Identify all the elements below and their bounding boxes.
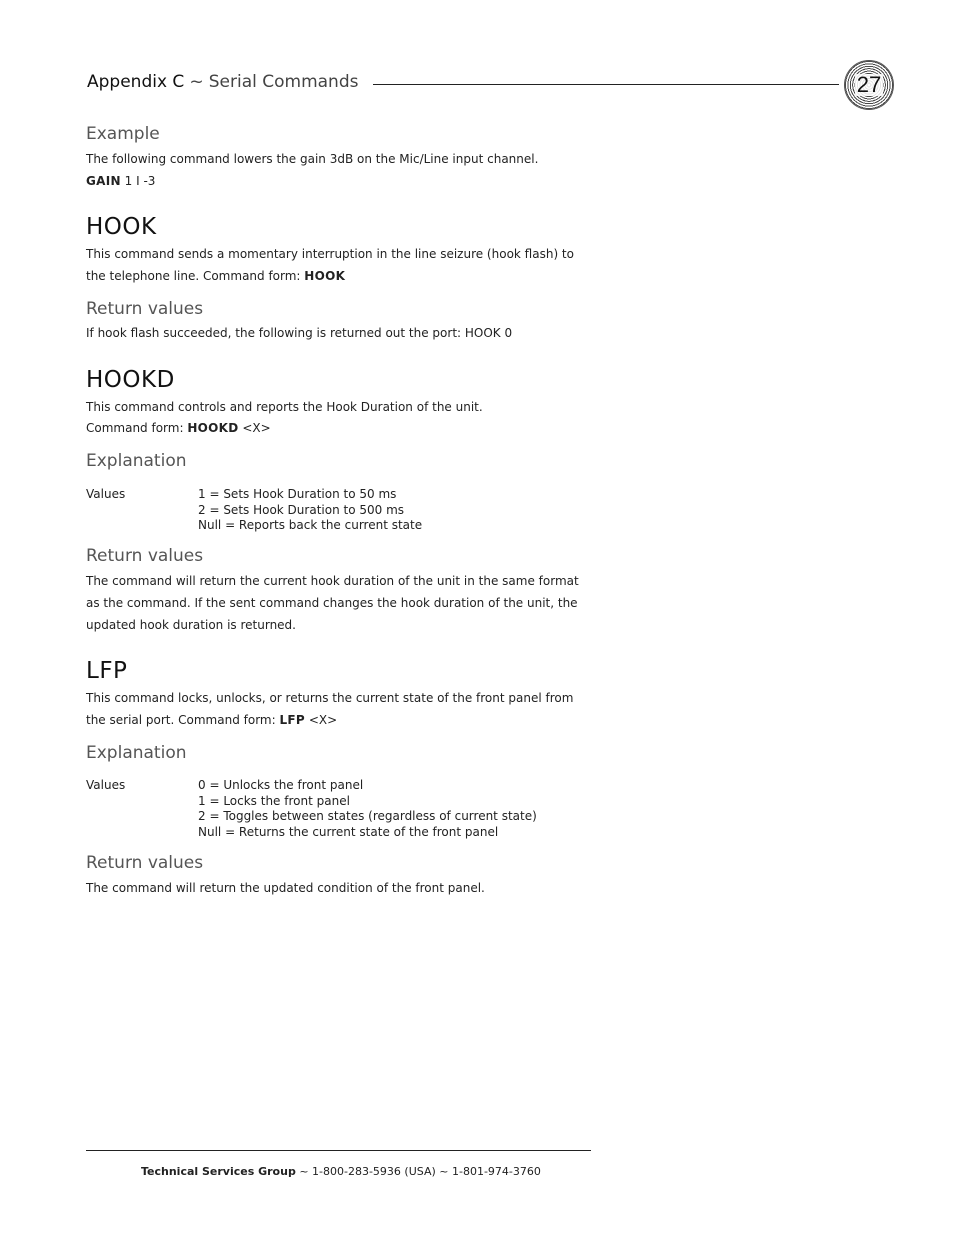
page-number: 27 [856, 72, 882, 97]
footer-contact: ~ 1-800-283-5936 (USA) ~ 1-801-974-3760 [295, 1165, 541, 1178]
lfp-cmd: LFP [279, 713, 306, 727]
lfp-description: This command locks, unlocks, or returns the current state of the front panel from the serial port. Command form: [86, 691, 574, 727]
hook-description: This command sends a momentary interruption in the line seizure (hook flash) to the telephone line. Command form: [86, 247, 574, 283]
hookd-values-label: Values [86, 487, 126, 501]
hookd-return-text: The command will return the current hook duration of the unit in the same format as the command. If the sent command changes the hook duration of the unit, the updated hook duration is returned. [86, 574, 579, 632]
list-item: Null = Returns the current state of the front panel [198, 825, 499, 840]
footer-rule [86, 1150, 591, 1151]
lfp-args: <X> [305, 713, 338, 727]
lfp-heading: LFP [86, 658, 128, 684]
list-item: Null = Reports back the current state [198, 518, 423, 533]
hookd-return-heading: Return values [86, 546, 204, 566]
example-command [86, 170, 606, 192]
hook-cmd: HOOK [304, 269, 346, 283]
section-title: Serial Commands [208, 72, 359, 92]
footer-group: Technical Services Group [141, 1165, 296, 1178]
list-item: 1 = Locks the front panel [198, 793, 350, 808]
hookd-line1: This command controls and reports the Hook Duration of the unit. [86, 400, 483, 414]
example-text: The following command lowers the gain 3dB on the Mic/Line input channel. [86, 152, 539, 166]
lfp-return-text: The command will return the updated condition of the front panel. [86, 881, 485, 895]
hook-text [86, 243, 596, 287]
lfp-values-list [198, 778, 537, 841]
lfp-explanation-heading: Explanation [86, 743, 187, 763]
list-item: 2 = Toggles between states (regardless of current state) [198, 809, 537, 824]
hook-return-heading: Return values [86, 299, 204, 319]
header-tilde: ~ [189, 72, 204, 92]
appendix-label: Appendix C [87, 72, 185, 92]
hook-return-text: If hook flash succeeded, the following is returned out the port: HOOK 0 [86, 326, 513, 340]
hookd-values-list [198, 487, 422, 534]
page-header [87, 72, 358, 92]
page-number-badge [844, 60, 894, 110]
header-rule [373, 84, 839, 85]
example-heading: Example [86, 124, 160, 144]
example-args: 1 I -3 [120, 174, 156, 188]
page-footer [141, 1165, 541, 1178]
hookd-args: <X> [238, 421, 271, 435]
hookd-command-form [86, 417, 606, 439]
lfp-return-heading: Return values [86, 853, 204, 873]
hook-heading: HOOK [86, 214, 157, 240]
hookd-explanation-heading: Explanation [86, 451, 187, 471]
list-item: 1 = Sets Hook Duration to 50 ms [198, 487, 397, 501]
hookd-form-prefix: Command form: [86, 421, 188, 435]
lfp-values-label: Values [86, 778, 126, 792]
list-item: 2 = Sets Hook Duration to 500 ms [198, 502, 405, 517]
example-cmd: GAIN [86, 174, 121, 188]
list-item: 0 = Unlocks the front panel [198, 778, 364, 792]
hookd-cmd: HOOKD [187, 421, 239, 435]
lfp-text [86, 687, 596, 731]
hookd-heading: HOOKD [86, 367, 175, 393]
